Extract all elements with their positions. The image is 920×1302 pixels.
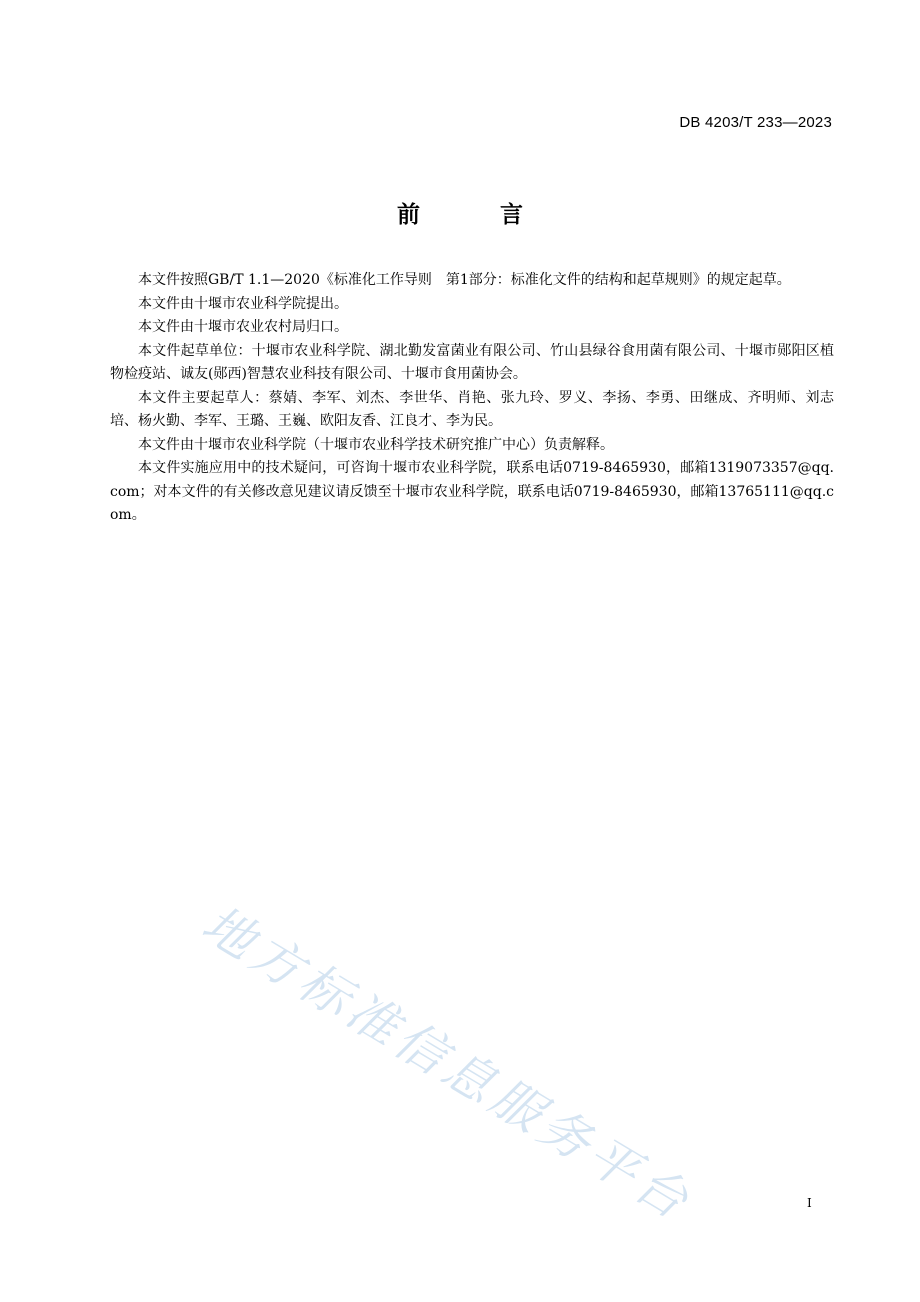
page-title: 前 言 [396, 202, 559, 228]
paragraph-contact: 本文件实施应用中的技术疑问，可咨询十堰市农业科学院，联系电话0719-8465930，邮箱1319073357@qq.com；对本文件的有关修改意见建议请反馈至十堰市农业科学院，联系电话0719-8465930，邮箱13765111@qq.com。 [110, 460, 834, 523]
watermark: 地方标准信息服务平台 [192, 894, 703, 1233]
paragraph-interpretation: 本文件由十堰市农业科学院（十堰市农业科学技术研究推广中心）负责解释。 [138, 436, 614, 453]
paragraph-proposer: 本文件由十堰市农业科学院提出。 [138, 295, 348, 312]
paragraph-drafting-basis: 本文件按照GB/T 1.1—2020《标准化工作导则 第1部分：标准化文件的结构和起草规则》的规定起草。 [138, 272, 791, 288]
paragraph-drafters: 本文件主要起草人：蔡婧、李军、刘杰、李世华、肖艳、张九玲、罗义、李扬、李勇、田继成、齐明师、刘志培、杨火勤、李军、王璐、王巍、欧阳友香、江良才、李为民。 [110, 389, 834, 429]
page-number: I [807, 1196, 812, 1210]
paragraph-drafting-units: 本文件起草单位：十堰市农业科学院、湖北勤发富菌业有限公司、竹山县绿谷食用菌有限公司、十堰市郧阳区植物检疫站、诚友(郧西)智慧农业科技有限公司、十堰市食用菌协会。 [110, 342, 834, 382]
foreword-body [110, 269, 834, 528]
paragraph-administrator: 本文件由十堰市农业农村局归口。 [138, 319, 348, 335]
standard-code: DB 4203/T 233—2023 [679, 114, 832, 131]
